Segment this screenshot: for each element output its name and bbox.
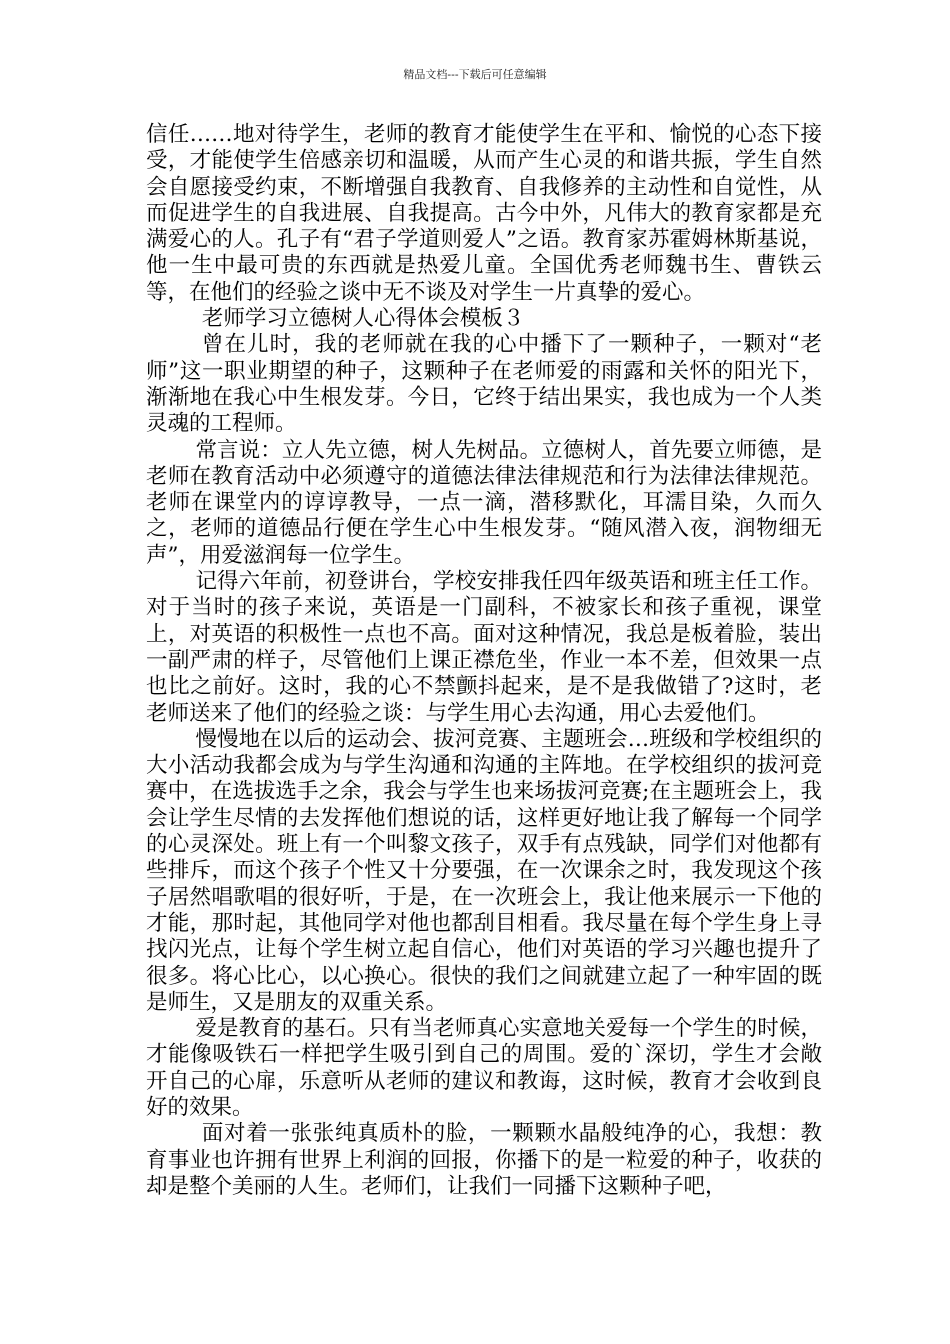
paragraph: 面对着一张张纯真质朴的脸，一颗颗水晶般纯净的心，我想：教育事业也许拥有世界上利润的回报，你播下的是一粒爱的种子，收获的却是整个美丽的人生。老师们，让我们一同播下这颗种子吧， xyxy=(146,1121,822,1199)
paragraph: 慢慢地在以后的运动会、拔河竞赛、主题班会…班级和学校组织的大小活动我都会成为与学生沟通和沟通的主阵地。在学校组织的拔河竞赛中，在选拔选手之余，我会与学生也来场拔河竞赛;在主题班会上，我会让学生尽情的去发挥他们想说的话，这样更好地让我了解每一个同学的心灵深处。班上有一个叫黎文孩子，双手有点残缺，同学们对他都有些排斥，而这个孩子个性又十分要强，在一次课余之时，我发现这个孩子居然唱歌唱的很好听，于是，在一次班会上，我让他来展示一下他的才能，那时起，其他同学对他也都刮目相看。我尽量在每个学生身上寻找闪光点，让每个学生树立起自信心，他们对英语的学习兴趣也提升了很多。将心比心，以心换心。很快的我们之间就建立起了一种牢固的既是师生，又是朋友的双重关系。 xyxy=(146,726,822,1015)
paragraph: 爱是教育的基石。只有当老师真心实意地关爱每一个学生的时候，才能像吸铁石一样把学生吸引到自己的周围。爱的`深切，学生才会敞开自己的心扉，乐意听从老师的建议和教诲，这时候，教育才会收到良好的效果。 xyxy=(146,1016,822,1120)
paragraph: 曾在儿时，我的老师就在我的心中播下了一颗种子，一颗对“老师”这一职业期望的种子，这颗种子在老师爱的雨露和关怀的阳光下，渐渐地在我心中生根发芽。今日，它终于结出果实，我也成为一个人类灵魂的工程师。 xyxy=(146,332,822,437)
document-body xyxy=(146,122,822,1200)
paragraph: 常言说：立人先立德，树人先树品。立德树人，首先要立师德，是老师在教育活动中必须遵守的道德法律法律规范和行为法律法律规范。老师在课堂内的谆谆教导，一点一滴，潜移默化，耳濡目染，久而久之，老师的道德品行便在学生心中生根发芽。“随风潜入夜，润物细无声”，用爱滋润每一位学生。 xyxy=(146,437,822,568)
section-title: 老师学习立德树人心得体会模板３ xyxy=(201,306,525,332)
paragraph: 信任……地对待学生，老师的教育才能使学生在平和、愉悦的心态下接受，才能使学生倍感亲切和温暖，从而产生心灵的和谐共振，学生自然会自愿接受约束，不断增强自我教育、自我修养的主动性和自觉性，从而促进学生的自我进展、自我提高。古今中外，凡伟大的教育家都是充满爱心的人。孔子有“君子学道则爱人”之语。教育家苏霍姆林斯基说，他一生中最可贵的东西就是热爱儿童。全国优秀老师魏书生、曹铁云等，在他们的经验之谈中无不谈及对学生一片真挚的爱心。 xyxy=(146,122,822,305)
paragraph: 记得六年前，初登讲台，学校安排我任四年级英语和班主任工作。对于当时的孩子来说，英语是一门副科，不被家长和孩子重视，课堂上，对英语的积极性一点也不高。面对这种情况，我总是板着脸，装出一副严肃的样子，尽管他们上课正襟危坐，作业一本不差，但效果一点也比之前好。这时，我的心不禁颤抖起来，是不是我做错了?这时，老老师送来了他们的经验之谈：与学生用心去沟通，用心去爱他们。 xyxy=(146,569,822,726)
page-header: 精品文档---下载后可任意编辑 xyxy=(403,68,547,81)
